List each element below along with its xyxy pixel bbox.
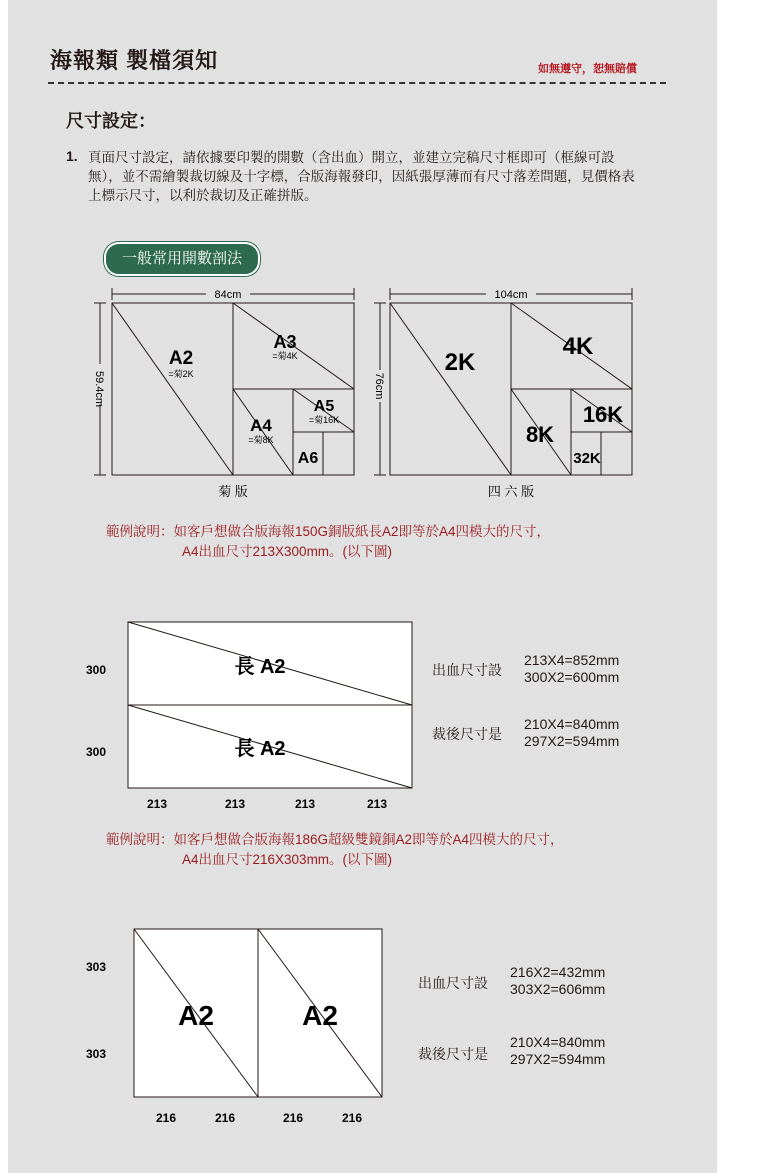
col-label: 213 (366, 797, 388, 811)
bleed-value: 213X4=852mm (524, 652, 620, 668)
example2-size-info (418, 964, 658, 1074)
label-32k: 32K (573, 450, 601, 467)
example-note-line: 範例說明：如客戶想做合版海報150G銅版紙長A2即等於A4四模大的尺寸， (106, 524, 551, 539)
example-note-line: 範例說明：如客戶想做合版海報186G超級雙鏡銅A2即等於A4四模大的尺寸， (106, 832, 564, 847)
example-note-line: A4出血尺寸213X300mm。(以下圖) (182, 544, 393, 559)
col-label: 213 (146, 797, 168, 811)
sheet-label: A2 (178, 1000, 214, 1031)
col-label: 216 (214, 1111, 236, 1125)
example-note-1 (106, 522, 550, 562)
page-title: 海報類 製檔須知 (50, 48, 219, 73)
example2-layout-diagram (82, 922, 402, 1132)
warning-note: 如無遵守，恕無賠償 (538, 63, 637, 75)
col-label: 216 (341, 1111, 363, 1125)
col-label: 216 (155, 1111, 177, 1125)
label-16k: 16K (582, 402, 624, 427)
sheet-label: 長 A2 (234, 656, 286, 678)
row-label: 303 (85, 1047, 107, 1061)
section-pill: 一般常用開數剖法 (104, 242, 260, 276)
bleed-value: 303X2=606mm (510, 981, 606, 997)
trim-value: 297X2=594mm (524, 733, 620, 749)
trim-value: 210X4=840mm (524, 716, 620, 732)
label-a3: A3 (273, 332, 297, 352)
label-a2: A2 (168, 348, 194, 369)
label-a2-sub: =菊2K (168, 369, 194, 379)
item-text: 頁面尺寸設定，請依據要印製的開數（含出血）開立，並建立完稿尺寸框即可（框線可設無），並不需繪製裁切線及十字標，合版海報發印，因紙張厚薄而有尺寸落差問題，見價格表上標示尺寸，以利於裁切及正確拼版。 (88, 150, 635, 203)
trim-value: 210X4=840mm (510, 1034, 606, 1050)
row-label: 303 (85, 960, 107, 974)
sheet-label: A2 (302, 1000, 338, 1031)
label-a5-sub: =菊16K (308, 415, 340, 425)
chrysanthemum-cut-diagram (82, 282, 382, 502)
four-six-cut-diagram (368, 282, 658, 502)
trim-label: 裁後尺寸是 (418, 1046, 488, 1062)
label-a4: A4 (250, 416, 272, 435)
bleed-label: 出血尺寸設 (432, 662, 502, 678)
diagram-caption: 四 六 版 (487, 484, 535, 499)
trim-value: 297X2=594mm (510, 1051, 606, 1067)
example-note-2 (106, 830, 564, 870)
width-label: 84cm (214, 289, 242, 301)
width-label: 104cm (494, 289, 528, 301)
height-label: 76cm (373, 372, 385, 400)
sheet-label: 長 A2 (234, 738, 286, 760)
example-note-line: A4出血尺寸216X303mm。(以下圖) (182, 852, 393, 867)
col-label: 213 (294, 797, 316, 811)
col-label: 216 (282, 1111, 304, 1125)
diagram-caption: 菊 版 (218, 484, 248, 499)
trim-label: 裁後尺寸是 (432, 726, 502, 742)
row-label: 300 (85, 745, 107, 759)
label-2k: 2K (444, 349, 476, 376)
label-8k: 8K (525, 422, 555, 447)
bleed-value: 216X2=432mm (510, 964, 606, 980)
example1-layout-diagram (82, 616, 422, 816)
label-a6: A6 (297, 450, 319, 467)
label-a5: A5 (313, 398, 335, 415)
label-a4-sub: =菊8K (248, 435, 274, 445)
dashed-divider (48, 82, 666, 84)
height-label: 59.4cm (93, 370, 105, 408)
col-label: 213 (224, 797, 246, 811)
label-4k: 4K (562, 333, 594, 360)
row-label: 300 (85, 663, 107, 677)
example1-size-info (432, 652, 662, 762)
section-title: 尺寸設定： (66, 111, 156, 131)
item-number: 1. (66, 148, 78, 164)
label-a3-sub: =菊4K (272, 351, 298, 361)
bleed-label: 出血尺寸設 (418, 975, 488, 991)
bleed-value: 300X2=600mm (524, 669, 620, 685)
